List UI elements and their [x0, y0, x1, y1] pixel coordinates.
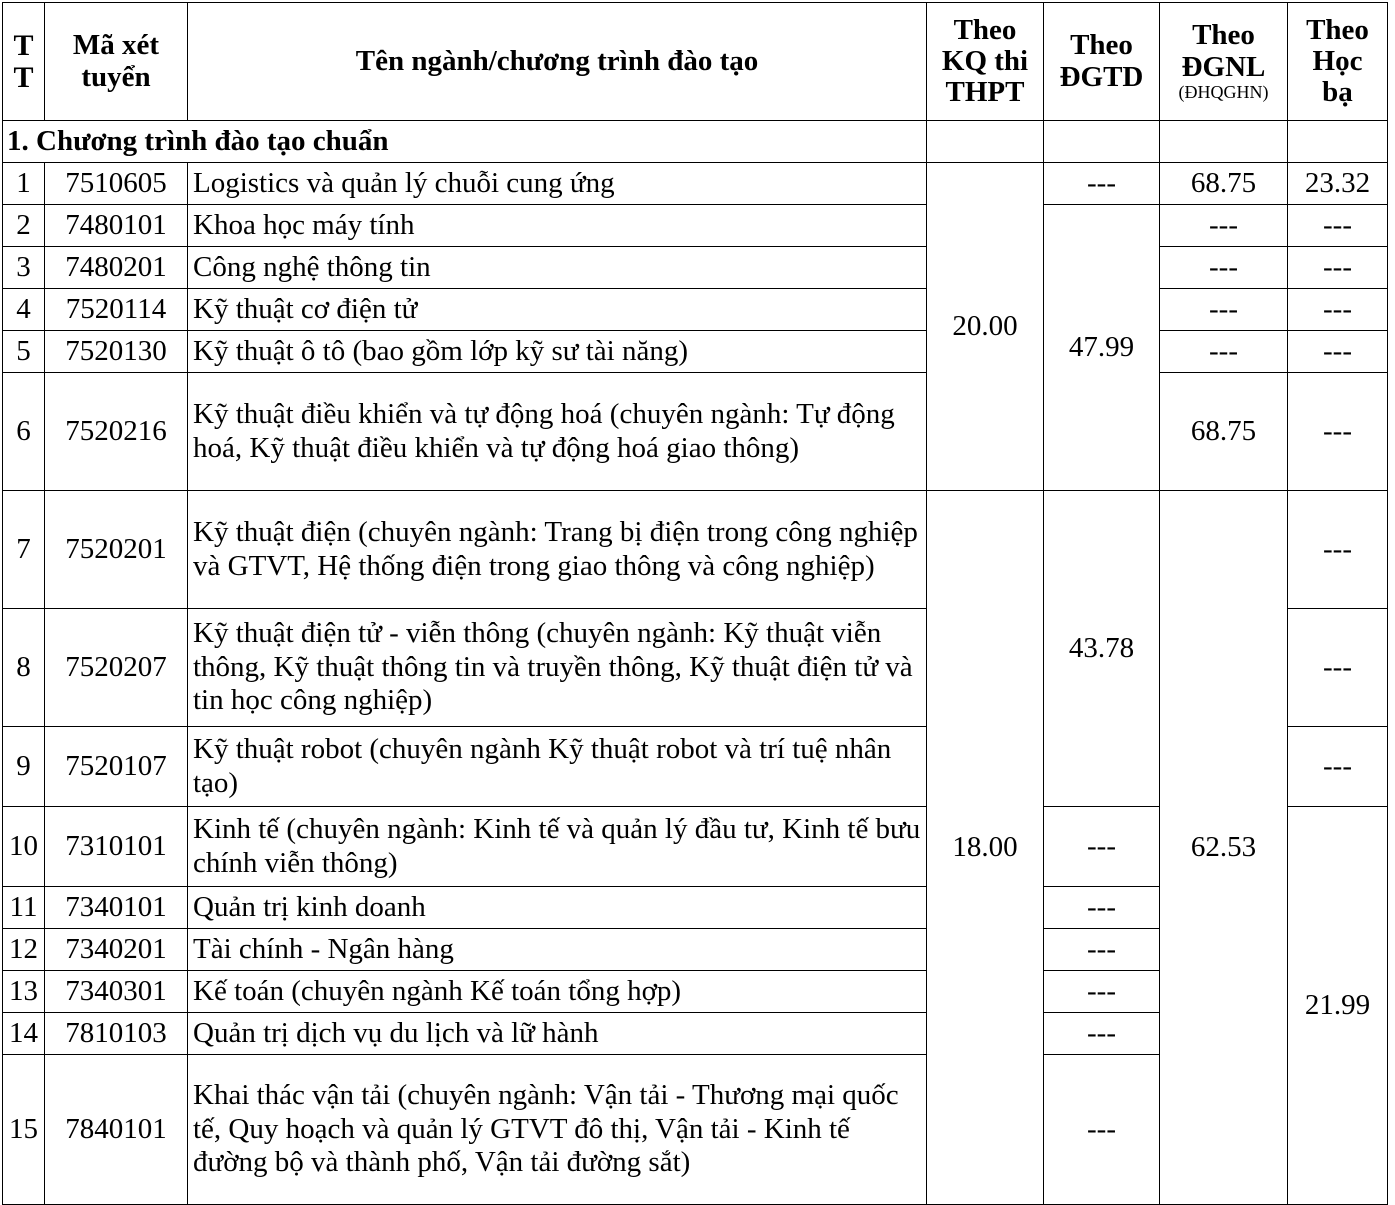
row-dgtd: --- — [1044, 807, 1160, 887]
row-code: 7340201 — [45, 929, 188, 971]
section-empty-cell — [927, 121, 1044, 163]
row-code: 7520114 — [45, 289, 188, 331]
table-row — [3, 289, 1388, 331]
row-tt: 13 — [3, 971, 45, 1013]
header-tt: T T — [3, 3, 45, 121]
row-tt: 10 — [3, 807, 45, 887]
row-name: Kỹ thuật điện tử - viễn thông (chuyên ngành: Kỹ thuật viễn thông, Kỹ thuật thông tin và truyền thông, Kỹ thuật điện tử và tin học công nghiệp) — [188, 609, 927, 727]
header-hocba: Theo Học bạ — [1288, 3, 1388, 121]
row-code: 7520207 — [45, 609, 188, 727]
row-hocba: --- — [1288, 373, 1388, 491]
row-tt: 12 — [3, 929, 45, 971]
table-header-row — [3, 3, 1388, 121]
row-dgnl: --- — [1160, 331, 1288, 373]
row-tt: 15 — [3, 1055, 45, 1205]
row-tt: 14 — [3, 1013, 45, 1055]
row-name: Công nghệ thông tin — [188, 247, 927, 289]
row-hocba: --- — [1288, 331, 1388, 373]
row-dgnl: --- — [1160, 205, 1288, 247]
table-row — [3, 373, 1388, 491]
row-dgtd: --- — [1044, 163, 1160, 205]
row-hocba: --- — [1288, 205, 1388, 247]
section-row — [3, 121, 1388, 163]
row-name: Kỹ thuật cơ điện tử — [188, 289, 927, 331]
admission-score-table — [2, 2, 1388, 1205]
row-tt: 3 — [3, 247, 45, 289]
row-tt: 9 — [3, 727, 45, 807]
row-tt: 4 — [3, 289, 45, 331]
row-name: Kinh tế (chuyên ngành: Kinh tế và quản lý đầu tư, Kinh tế bưu chính viễn thông) — [188, 807, 927, 887]
row-code: 7520201 — [45, 491, 188, 609]
row-code: 7480101 — [45, 205, 188, 247]
row-tt: 11 — [3, 887, 45, 929]
row-tt: 8 — [3, 609, 45, 727]
row-code: 7340301 — [45, 971, 188, 1013]
row-hocba: --- — [1288, 491, 1388, 609]
row-dgtd: --- — [1044, 1055, 1160, 1205]
row-code: 7810103 — [45, 1013, 188, 1055]
row-tt: 7 — [3, 491, 45, 609]
row-code: 7340101 — [45, 887, 188, 929]
row-code: 7310101 — [45, 807, 188, 887]
section-title: 1. Chương trình đào tạo chuẩn — [3, 121, 927, 163]
table-row — [3, 331, 1388, 373]
row-hocba: --- — [1288, 727, 1388, 807]
hocba-score-group: 21.99 — [1288, 807, 1388, 1205]
row-tt: 1 — [3, 163, 45, 205]
row-name: Tài chính - Ngân hàng — [188, 929, 927, 971]
table-row — [3, 247, 1388, 289]
header-dgtd: Theo ĐGTD — [1044, 3, 1160, 121]
row-dgnl: 68.75 — [1160, 163, 1288, 205]
row-hocba: --- — [1288, 247, 1388, 289]
header-program-name: Tên ngành/chương trình đào tạo — [188, 3, 927, 121]
row-dgnl: --- — [1160, 247, 1288, 289]
table-row — [3, 163, 1388, 205]
section-empty-cell — [1160, 121, 1288, 163]
row-hocba: 23.32 — [1288, 163, 1388, 205]
row-dgnl: 68.75 — [1160, 373, 1288, 491]
row-dgnl: --- — [1160, 289, 1288, 331]
dgtd-score-group1: 47.99 — [1044, 205, 1160, 491]
row-name: Kỹ thuật ô tô (bao gồm lớp kỹ sư tài năng) — [188, 331, 927, 373]
row-name: Kỹ thuật điện (chuyên ngành: Trang bị điện trong công nghiệp và GTVT, Hệ thống điện trong giao thông và công nghiệp) — [188, 491, 927, 609]
row-hocba: --- — [1288, 289, 1388, 331]
row-tt: 5 — [3, 331, 45, 373]
row-dgtd: --- — [1044, 1013, 1160, 1055]
dgtd-score-group2: 43.78 — [1044, 491, 1160, 807]
row-dgtd: --- — [1044, 929, 1160, 971]
row-hocba: --- — [1288, 609, 1388, 727]
section-empty-cell — [1044, 121, 1160, 163]
row-code: 7510605 — [45, 163, 188, 205]
row-tt: 2 — [3, 205, 45, 247]
dgnl-score-group: 62.53 — [1160, 491, 1288, 1205]
row-dgtd: --- — [1044, 887, 1160, 929]
row-dgtd: --- — [1044, 971, 1160, 1013]
row-tt: 6 — [3, 373, 45, 491]
row-name: Khoa học máy tính — [188, 205, 927, 247]
section-empty-cell — [1288, 121, 1388, 163]
row-code: 7840101 — [45, 1055, 188, 1205]
row-code: 7520107 — [45, 727, 188, 807]
table-row — [3, 491, 1388, 609]
row-name: Quản trị dịch vụ du lịch và lữ hành — [188, 1013, 927, 1055]
row-name: Kỹ thuật điều khiển và tự động hoá (chuyên ngành: Tự động hoá, Kỹ thuật điều khiển và tự động hoá giao thông) — [188, 373, 927, 491]
header-code: Mã xét tuyển — [45, 3, 188, 121]
row-name: Kế toán (chuyên ngành Kế toán tổng hợp) — [188, 971, 927, 1013]
header-dgnl: Theo ĐGNL (ĐHQGHN) — [1160, 3, 1288, 121]
row-code: 7480201 — [45, 247, 188, 289]
thpt-score-group2: 18.00 — [927, 491, 1044, 1205]
row-name: Quản trị kinh doanh — [188, 887, 927, 929]
row-code: 7520216 — [45, 373, 188, 491]
row-code: 7520130 — [45, 331, 188, 373]
header-thpt: Theo KQ thi THPT — [927, 3, 1044, 121]
table-row — [3, 205, 1388, 247]
row-name: Kỹ thuật robot (chuyên ngành Kỹ thuật robot và trí tuệ nhân tạo) — [188, 727, 927, 807]
thpt-score-group1: 20.00 — [927, 163, 1044, 491]
row-name: Khai thác vận tải (chuyên ngành: Vận tải - Thương mại quốc tế, Quy hoạch và quản lý GTVT đô thị, Vận tải - Kinh tế đường bộ và thành phố, Vận tải đường sắt) — [188, 1055, 927, 1205]
row-name: Logistics và quản lý chuỗi cung ứng — [188, 163, 927, 205]
